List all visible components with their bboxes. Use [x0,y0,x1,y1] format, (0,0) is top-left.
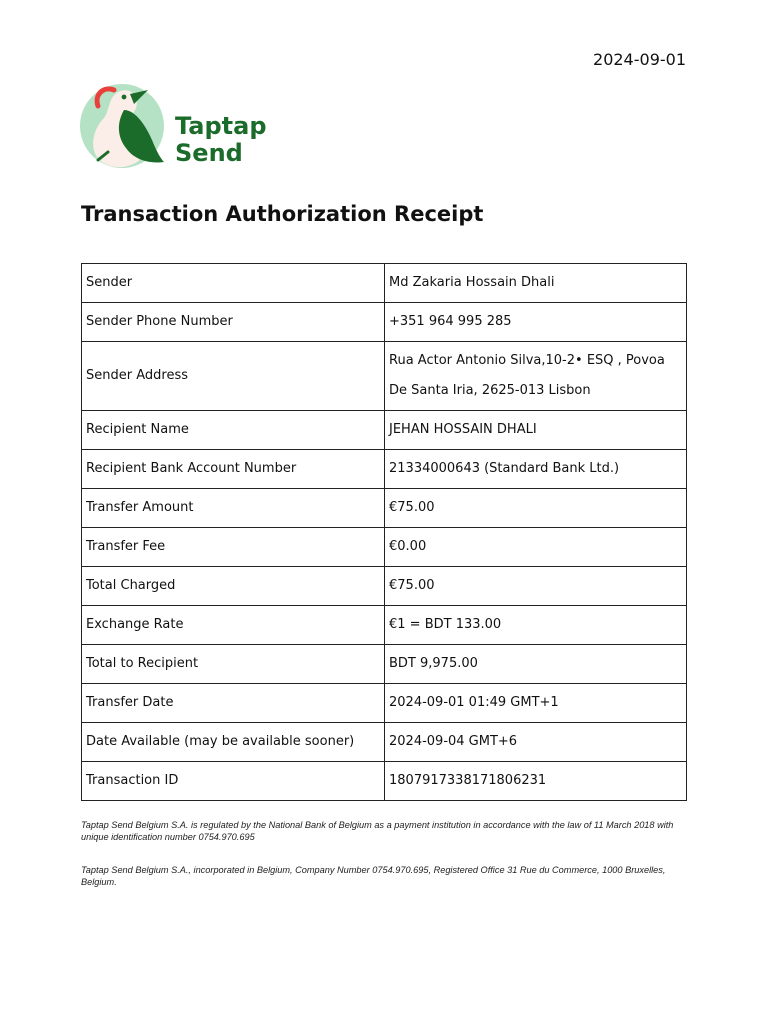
row-label: Sender Phone Number [82,303,385,342]
row-value: €0.00 [385,528,687,567]
document-title: Transaction Authorization Receipt [81,202,484,226]
row-label: Recipient Bank Account Number [82,450,385,489]
table-row [82,489,687,528]
row-value: 1807917338171806231 [385,762,687,801]
table-row [82,645,687,684]
row-value: €75.00 [385,489,687,528]
receipt-date: 2024-09-01 [593,50,686,69]
row-label: Transfer Amount [82,489,385,528]
brand-logo [78,80,288,172]
table-row [82,567,687,606]
table-row [82,528,687,567]
table-row [82,264,687,303]
row-value: Rua Actor Antonio Silva,10-2• ESQ , Povoa De Santa Iria, 2625-013 Lisbon [385,342,687,411]
table-row [82,411,687,450]
row-value: Md Zakaria Hossain Dhali [385,264,687,303]
taptap-bird-logo-icon [80,84,164,168]
table-row [82,606,687,645]
table-row [82,303,687,342]
row-label: Total Charged [82,567,385,606]
receipt-table [81,263,687,801]
row-label: Total to Recipient [82,645,385,684]
row-value: +351 964 995 285 [385,303,687,342]
row-value: 2024-09-01 01:49 GMT+1 [385,684,687,723]
row-label: Sender [82,264,385,303]
row-value: 21334000643 (Standard Bank Ltd.) [385,450,687,489]
row-value: JEHAN HOSSAIN DHALI [385,411,687,450]
row-label: Sender Address [82,342,385,411]
regulation-note: Taptap Send Belgium S.A. is regulated by the National Bank of Belgium as a payment institution in accordance with the law of 11 March 2018 with unique identification number 0754.970.695 [81,820,674,842]
incorporation-note: Taptap Send Belgium S.A., incorporated in Belgium, Company Number 0754.970.695, Registered Office 31 Rue du Commerce, 1000 Bruxelles, Belgium. [81,865,666,887]
logo-line-1: Taptap [175,112,267,140]
row-value: €75.00 [385,567,687,606]
row-label: Transfer Date [82,684,385,723]
table-row [82,684,687,723]
table-row [82,450,687,489]
row-label: Recipient Name [82,411,385,450]
table-row [82,762,687,801]
row-label: Transaction ID [82,762,385,801]
row-label: Date Available (may be available sooner) [82,723,385,762]
row-label: Transfer Fee [82,528,385,567]
row-value: €1 = BDT 133.00 [385,606,687,645]
table-row [82,342,687,411]
row-value: 2024-09-04 GMT+6 [385,723,687,762]
table-row [82,723,687,762]
row-value: BDT 9,975.00 [385,645,687,684]
row-label: Exchange Rate [82,606,385,645]
logo-line-2: Send [175,139,243,167]
